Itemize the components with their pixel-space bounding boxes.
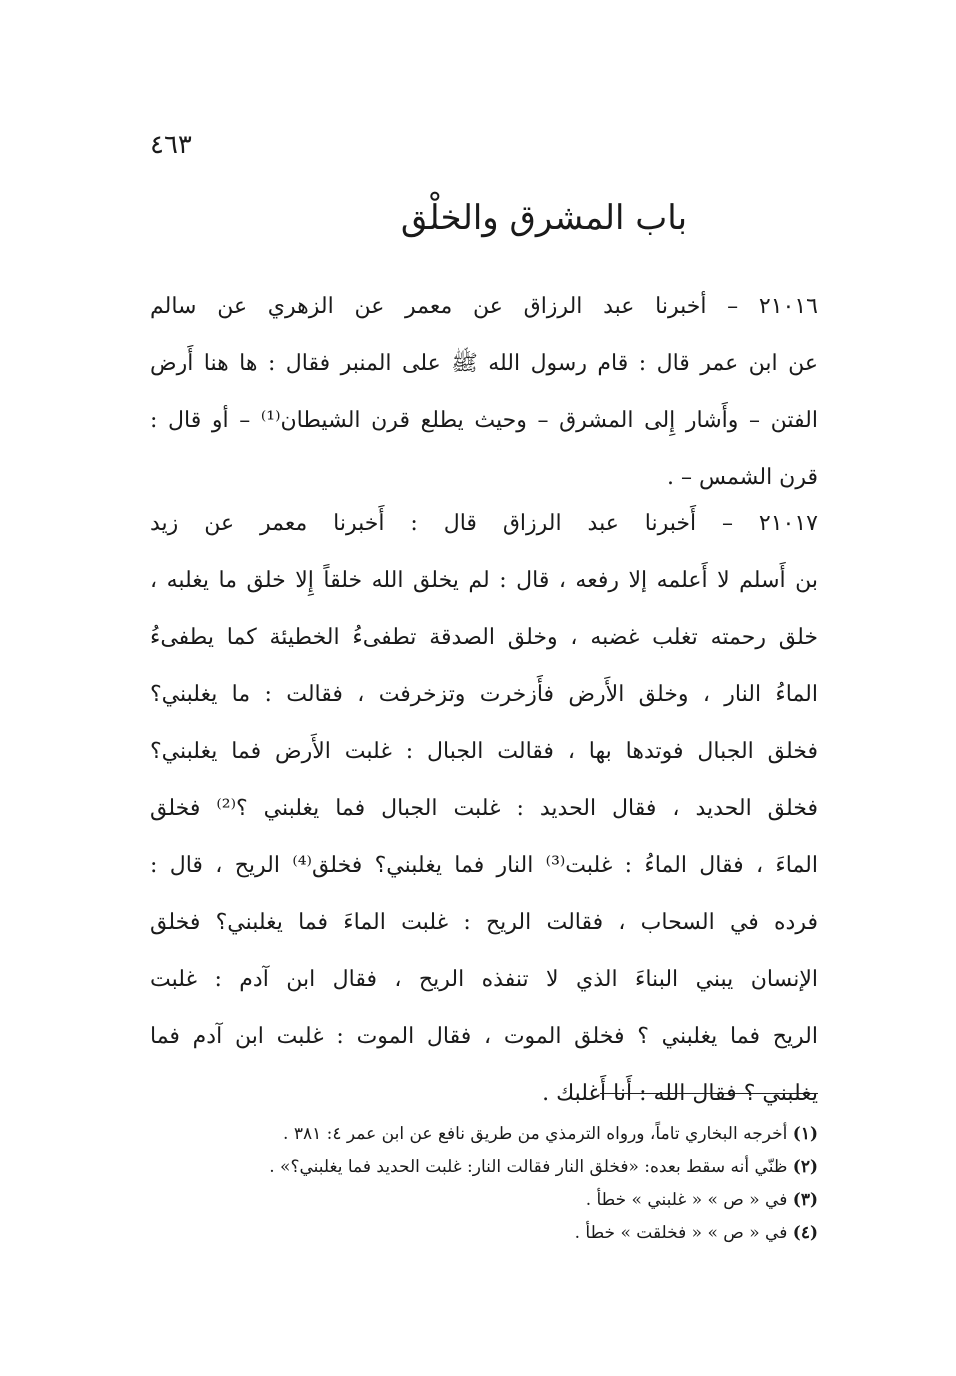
footnote-number: (٣) <box>792 1190 818 1210</box>
footnote-text: في « ص » « غلبني » خطأ . <box>585 1190 788 1210</box>
footnote-number: (١) <box>792 1124 818 1144</box>
text-line: الفتن – وأَشار إِلى المشرق – وحيث يطلع قرن الشيطان⁽¹⁾ – أو قال : <box>150 408 818 433</box>
footnote-text: أخرجه البخاري تاماً، ورواه الترمذي من طريق نافع عن ابن عمر ٤: ٣٨١ . <box>283 1124 788 1144</box>
text-line: ٢١٠١٧ – أَخبرنا عبد الرزاق قال : أَخبرنا معمر عن زيد <box>150 511 818 536</box>
text-line: قرن الشمس – . <box>667 465 818 490</box>
text-line: الإنسان يبني البناءَ الذي لا تنفذه الريح ، فقال ابن آدم : غلبت <box>150 967 818 992</box>
footnote-number: (٤) <box>792 1223 818 1243</box>
text-line: يغلبني ؟ فقال الله : أَنا أَغلبك . <box>542 1081 818 1106</box>
text-line: فخلق الحديد ، فقال الحديد : غلبت الجبال فما يغلبني ؟⁽²⁾ فخلق <box>150 796 818 821</box>
footnote-text: ظنّي أنه سقط بعده: «فخلق النار فقالت النار: غلبت الحديد فما يغلبني؟» . <box>269 1157 788 1177</box>
footnote-divider <box>600 1093 818 1094</box>
footnote-1 <box>150 1118 818 1151</box>
footnote-number: (٢) <box>792 1157 818 1177</box>
text-line: بن أَسلم لا أَعلمه إلا رفعه ، قال : لم يخلق الله خلقاً إِلا خلق ما يغلبه ، <box>150 568 818 593</box>
footnote-3 <box>150 1184 818 1217</box>
text-line: ٢١٠١٦ – أخبرنا عبد الرزاق عن معمر عن الزهري عن سالم <box>150 294 818 319</box>
text-line: خلق رحمته تغلب غضبه ، وخلق الصدقة تطفىءُ الخطيئة كما يطفىءُ <box>150 625 818 650</box>
text-line: فخلق الجبال فوتدها بها ، فقالت الجبال : غلبت الأَرض فما يغلبني؟ <box>150 739 818 764</box>
text-line: الماءُ النار ، وخلق الأَرض فأَزخرت وتزخرفت ، فقالت : ما يغلبني؟ <box>150 682 818 707</box>
page-number: ٤٦٣ <box>150 130 192 160</box>
hadith-21016 <box>150 278 818 506</box>
text-line: فرده في السحاب ، فقالت الريح : غلبت الماءَ فما يغلبني؟ فخلق <box>150 910 818 935</box>
footnote-2 <box>150 1151 818 1184</box>
footnotes <box>150 1118 818 1250</box>
text-line: عن ابن عمر قال : قام رسول الله ﷺ على المنبر فقال : ها هنا أَرض <box>150 351 818 376</box>
footnote-text: في « ص » « فخلقت » خطأ . <box>574 1223 788 1243</box>
text-line: الماءَ ، فقال الماءُ : غلبت⁽³⁾ النار فما يغلبني؟ فخلق⁽⁴⁾ الريح ، قال : <box>150 853 818 878</box>
text-line: الريح فما يغلبني ؟ فخلق الموت ، فقال الموت : غلبت ابن آدم فما <box>150 1024 818 1049</box>
footnote-4 <box>150 1217 818 1250</box>
hadith-21017 <box>150 495 818 1122</box>
chapter-title: باب المشرق والخلْق <box>400 198 688 238</box>
